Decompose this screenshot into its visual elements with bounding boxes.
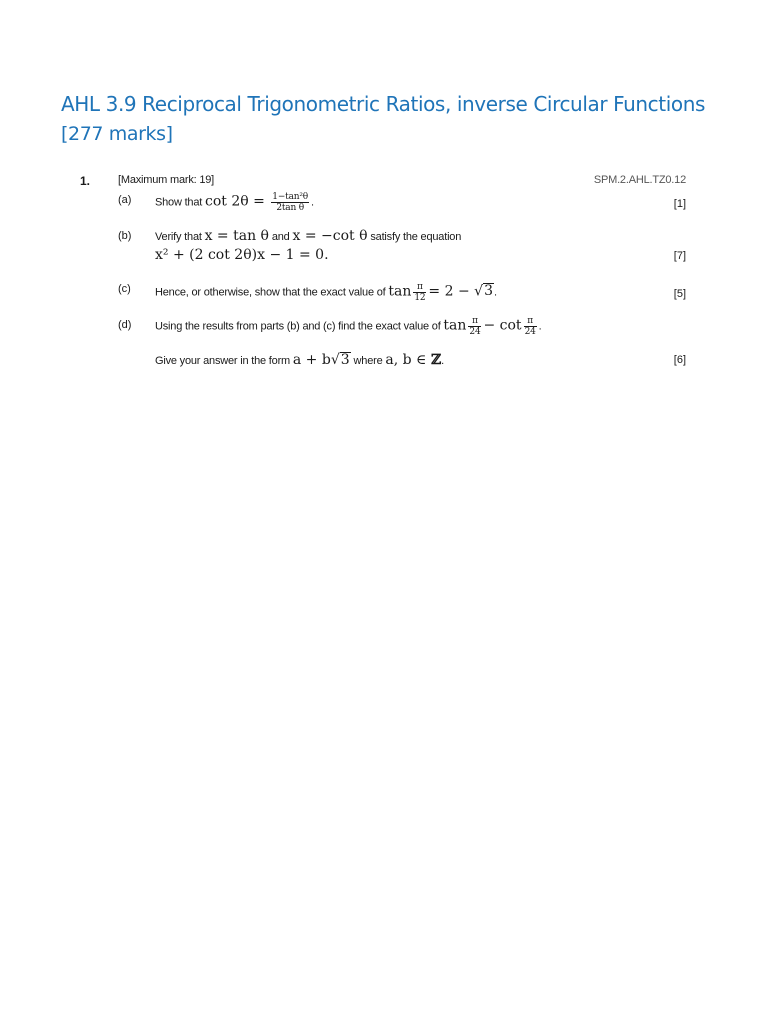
part-b-text: Verify that x = tan θ and x = −cot θ satisfy the equation	[155, 228, 462, 244]
section-title-text: AHL 3.9 Reciprocal Trigonometric Ratios, inverse Circular Functions	[61, 92, 706, 116]
part-a-label: (a)	[118, 194, 132, 206]
sqrt-symbol: √	[330, 352, 340, 368]
sqrt-symbol: √	[474, 283, 484, 300]
question-max-mark: [Maximum mark: 19]	[118, 174, 215, 186]
part-a-text: Show that cot 2θ = $\frac{\text{1−tan²θ}}{\text{2tan θ}}$ .	[155, 192, 314, 213]
part-d-answer-form: Give your answer in the form a + b√3 where a, b ∈ ℤ.	[155, 352, 444, 368]
part-d-fraction-2: $\frac{\pi}{24}$	[524, 316, 536, 337]
part-b-equation: x² + (2 cot 2θ)x − 1 = 0.	[155, 247, 329, 263]
part-c-text: Hence, or otherwise, show that the exact value of tan $\frac{\pi}{12}$ = 2 − √3.	[155, 282, 497, 303]
part-d-label: (d)	[118, 319, 132, 331]
part-c-fraction: $\frac{\pi}{12}$	[414, 282, 426, 303]
question-reference-code: SPM.2.AHL.TZ0.12	[593, 174, 686, 186]
part-c-marks: [5]	[673, 288, 686, 300]
question-number: 1.	[80, 174, 91, 188]
part-d-fraction-1: $\frac{\pi}{24}$	[469, 316, 481, 337]
part-a-marks: [1]	[673, 198, 686, 210]
section-title	[61, 90, 711, 149]
part-a-math: cot 2θ =	[204, 193, 270, 210]
part-c-label: (c)	[118, 283, 131, 295]
part-a-fraction: $\frac{\text{1−tan²θ}}{\text{2tan θ}}$	[272, 192, 308, 213]
part-b-label: (b)	[118, 230, 132, 242]
part-d-marks: [6]	[673, 354, 686, 366]
part-d-text: Using the results from parts (b) and (c) find the exact value of tan $\frac{\pi}{24}$ − cot $\frac{\pi}{24}$ .	[155, 316, 542, 337]
section-total-marks: [277 marks]	[61, 123, 173, 145]
part-b-marks: [7]	[673, 250, 686, 262]
